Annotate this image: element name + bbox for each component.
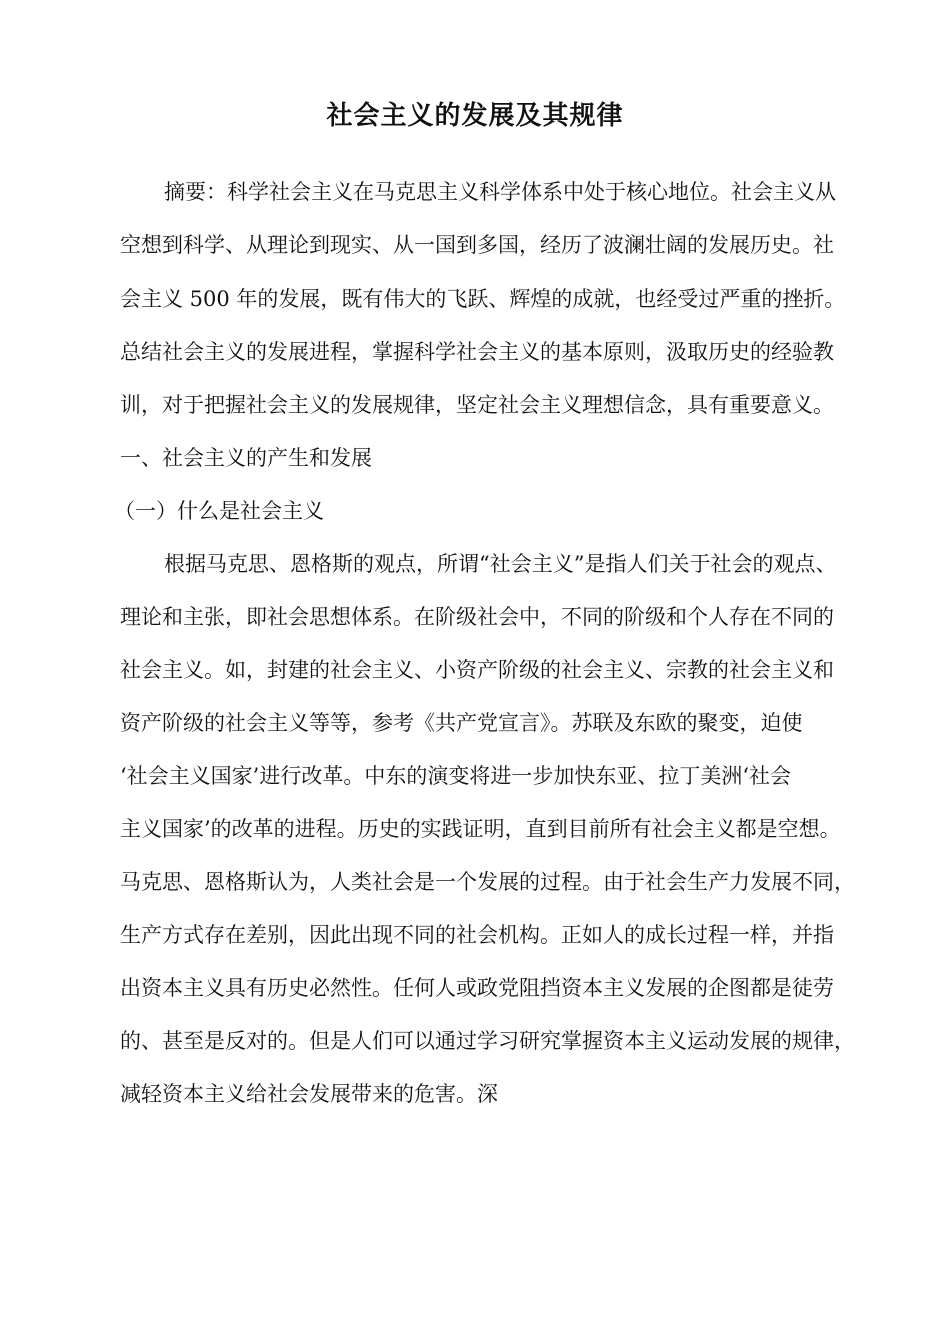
body-line: 理论和主张，即社会思想体系。在阶级社会中，不同的阶级和个人存在不同的: [120, 605, 834, 629]
section-heading: 一、社会主义的产生和发展: [120, 446, 372, 470]
document-title: 社会主义的发展及其规律: [326, 101, 624, 131]
body-line: 社会主义。如，封建的社会主义、小资产阶级的社会主义、宗教的社会主义和: [120, 658, 834, 682]
abstract-line: 总结社会主义的发展进程，掌握科学社会主义的基本原则，汲取历史的经验教: [120, 340, 834, 364]
abstract-line: 摘要：科学社会主义在马克思主义科学体系中处于核心地位。社会主义从: [164, 180, 836, 204]
body-line: 主义国家’的改革的进程。历史的实践证明，直到目前所有社会主义都是空想。: [120, 817, 841, 841]
abstract-line: 训，对于把握社会主义的发展规律，坚定社会主义理想信念，具有重要意义。: [120, 393, 834, 417]
abstract-line: 会主义 500 年的发展，既有伟大的飞跃、辉煌的成就，也经受过严重的挫折。: [120, 287, 846, 311]
body-line: 马克思、恩格斯认为，人类社会是一个发展的过程。由于社会生产力发展不同，: [120, 870, 855, 894]
body-line: 出资本主义具有历史必然性。任何人或政党阻挡资本主义发展的企图都是徒劳: [120, 976, 834, 1000]
body-line: 的、甚至是反对的。但是人们可以通过学习研究掌握资本主义运动发展的规律，: [120, 1029, 855, 1053]
body-line: 减轻资本主义给社会发展带来的危害。深: [120, 1082, 498, 1106]
body-line: 根据马克思、恩格斯的观点，所谓“社会主义”是指人们关于社会的观点、: [164, 552, 837, 576]
body-line: 资产阶级的社会主义等等，参考《共产党宣言》。苏联及东欧的聚变，迫使: [120, 711, 803, 735]
body-line: ‘社会主义国家’进行改革。中东的演变将进一步加快东亚、拉丁美洲‘社会: [120, 764, 792, 788]
subsection-heading: （一）什么是社会主义: [114, 499, 324, 523]
body-line: 生产方式存在差别，因此出现不同的社会机构。正如人的成长过程一样，并指: [120, 923, 834, 947]
abstract-line: 空想到科学、从理论到现实、从一国到多国，经历了波澜壮阔的发展历史。社: [120, 233, 834, 257]
